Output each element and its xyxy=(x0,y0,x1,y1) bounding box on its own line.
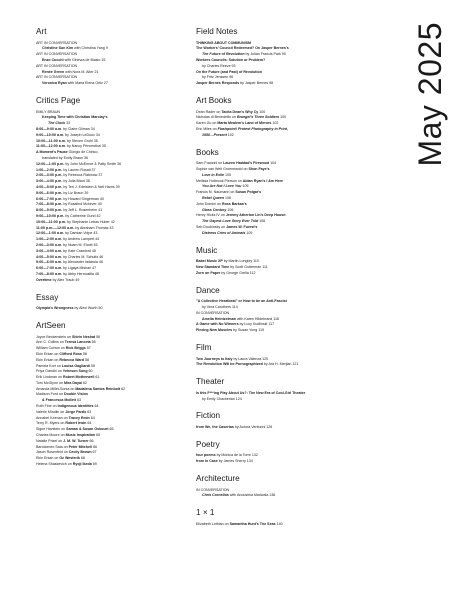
entry-title: 6:00—7:00 p.m. xyxy=(36,196,63,201)
entry-text: by Ligaya Mishan 47 xyxy=(62,266,97,271)
entry-text: 56 xyxy=(90,340,96,345)
entry-title: 9:00—10:00 p.m. xyxy=(36,213,65,218)
entry-text: Charles Moore on xyxy=(36,433,66,438)
section-heading: Art xyxy=(36,27,47,36)
entry-text: by Stephanie Lebas Huber 42 xyxy=(66,219,115,224)
section-heading: Music xyxy=(196,245,218,255)
entry-text: 64 xyxy=(89,415,95,420)
entry-text: Helena Shaskevich on xyxy=(36,462,73,467)
section-heading: Field Notes xyxy=(196,27,238,36)
entry-text: with Anoushka Mariwala 136 xyxy=(228,493,276,498)
entry-text: by John McEnroe & Patty Smith 36 xyxy=(64,161,122,166)
entry-title: 11:00 p.m.—12:00 a.m. xyxy=(36,225,75,230)
entry-text: 108 xyxy=(258,219,266,224)
entry-text: by Fritz Jenssén 96 xyxy=(202,75,234,80)
entry-title: Ryoji Ikeda xyxy=(72,462,92,467)
entry-title: Christine Sun Kim xyxy=(42,46,74,51)
toc-entry[interactable] xyxy=(196,81,366,87)
entry-text: by Lauren Rosati 37 xyxy=(62,167,96,172)
section-artseen xyxy=(36,322,186,468)
entry-title: 8:00—9:00 p.m. xyxy=(36,208,63,213)
toc-entry[interactable] xyxy=(196,328,366,334)
entry-text: 100 xyxy=(279,115,287,120)
entry-title: Cecily Brown xyxy=(68,450,92,455)
section-art-books xyxy=(196,97,366,139)
entry-text: by Ara H. Merjian 121 xyxy=(262,362,299,367)
entry-title: 11:00—12:00 a.m. xyxy=(36,144,66,149)
entry-title: Saman & Susan Oskouei xyxy=(66,427,109,432)
entry-text: 64 xyxy=(93,404,99,409)
entry-title: Double Vision xyxy=(63,392,88,397)
section-heading: Books xyxy=(196,147,219,157)
entry-text: 56 xyxy=(95,334,101,339)
toc-entry[interactable] xyxy=(196,397,366,403)
entry-title: Tracey Emin xyxy=(68,415,90,420)
toc-entry[interactable] xyxy=(36,81,186,87)
entry-title: 12:00—1:00 p.m. xyxy=(36,161,65,166)
entry-title: "A Collective Heartbeat" or How to be an Anti-Fascist xyxy=(196,299,287,304)
entry-title: Renée Green xyxy=(42,69,65,74)
toc-entry[interactable] xyxy=(196,133,366,139)
entry-text: 67 xyxy=(91,450,97,455)
entry-title: 4:00—5:00 p.m. xyxy=(36,184,63,189)
toc-entry[interactable] xyxy=(196,459,366,465)
entry-title: Ross Barkan's xyxy=(221,201,247,206)
entry-text: by Aurora Venturini 126 xyxy=(233,424,273,429)
entry-text: Jason Rosenfeld on xyxy=(36,450,69,455)
entry-title: from We, the Casertas xyxy=(196,424,234,429)
entry-text: by Rebecca Rabinow 37 xyxy=(62,173,103,178)
entry-title: Robert Irwin xyxy=(65,421,87,426)
entry-text: Nicholas di Benedetto on xyxy=(196,115,237,120)
entry-text: by Julian Francis Park 90 xyxy=(244,52,286,57)
entry-text: by George Grella 112 xyxy=(220,270,256,275)
entry-title: 8:00—9:00 a.m. xyxy=(36,126,63,131)
entry-title: 5:00—6:00 p.m. xyxy=(36,190,63,195)
entry-text: with Karen Hildebrand 116 xyxy=(235,316,280,321)
entry-text: by Jeff L. Rosenheim 41 xyxy=(62,208,103,213)
entry-text: IN CONVERSATION xyxy=(196,310,230,315)
entry-title: Jorge Pardo xyxy=(65,409,87,414)
entry-title: Keeping Time with Christian Marclay's xyxy=(42,115,108,120)
entry-text: Francis M. Naumann on xyxy=(196,190,236,195)
entry-title: 12:00—1:00 a.m. xyxy=(36,231,65,236)
entry-text: Ekin Erkan on xyxy=(36,456,60,461)
entry-text: Madison Ford on xyxy=(36,392,64,397)
entry-title: Marta Mealem's Land of Mirrors xyxy=(217,121,272,126)
entry-text: by Andrew Lampert 44 xyxy=(62,237,100,242)
entry-text: Signe Havstein on xyxy=(36,427,67,432)
entry-title: Babel Music XP xyxy=(196,259,223,264)
entry-title: The Revolution Will be Pornographized xyxy=(196,362,263,367)
entry-title: Lauren Haddad's Firewood xyxy=(223,161,270,166)
entry-title: 2:00—3:00 p.m. xyxy=(36,173,63,178)
section-heading: Architecture xyxy=(196,473,240,483)
section-heading: ArtSeen xyxy=(36,320,66,330)
entry-text: 64 xyxy=(86,421,92,426)
entry-text: 63 xyxy=(86,409,92,414)
entry-title: four poems xyxy=(196,453,216,458)
entry-text: by Catherine Gund 42 xyxy=(64,213,101,218)
entry-title: 1950—Present xyxy=(202,132,227,137)
entry-text: Dean Rader on xyxy=(196,109,222,114)
entry-text: Terry R. Myers on xyxy=(36,421,66,426)
entry-text: by Rosalind Mckever 40 xyxy=(62,202,102,207)
entry-text: by Vera Carothers 114 xyxy=(202,304,238,309)
section-heading: Critics Page xyxy=(36,95,81,105)
toc-entry[interactable] xyxy=(36,462,186,468)
entry-text: by Scott Gutterman 111 xyxy=(229,264,268,269)
entry-text: with Ginevra de Biasio 15 xyxy=(63,58,106,62)
entry-title: Amelia Heintzelman xyxy=(202,316,236,321)
section-heading: Art Books xyxy=(196,95,232,105)
entry-text: translated by Emily Braun 36 xyxy=(42,155,88,160)
entry-title: Distress Cries of Animals xyxy=(202,230,246,235)
entry-text: by Emily Chackerian 124 xyxy=(202,396,242,401)
entry-title: Shon Faye's xyxy=(248,166,270,171)
toc-entry[interactable] xyxy=(196,493,366,499)
entry-text: by Alexi Worth 50 xyxy=(73,306,103,311)
entry-title: Clifford Ross xyxy=(59,351,82,356)
entry-text: 102 xyxy=(271,121,279,126)
entry-text: Pamela Kort on xyxy=(36,363,62,368)
entry-text: by Noam M. Elcott 45 xyxy=(62,242,98,247)
entry-text: 68 xyxy=(79,456,85,461)
entry-text: 58 xyxy=(81,351,87,356)
entry-title: Enzo Cucchi xyxy=(42,58,64,62)
entry-text: 62 xyxy=(120,386,126,391)
entry-title: from In Case xyxy=(196,459,218,464)
entry-text: 105 xyxy=(223,172,231,177)
entry-title: & Francesca Mollett xyxy=(42,398,76,403)
entry-text: with Nora M. Alter 21 xyxy=(64,69,99,74)
entry-text: by Nancy Princenthal 35 xyxy=(65,144,106,149)
section-architecture xyxy=(196,475,366,499)
entry-title: 1:00—2:00 p.m. xyxy=(36,167,63,172)
entry-title: 9:00—10:00 a.m. xyxy=(36,132,65,137)
entry-text: 105 xyxy=(241,184,249,189)
left-column xyxy=(36,28,186,478)
toc-entry[interactable] xyxy=(196,231,366,237)
entry-text: Amanda Millet-Sorsa on xyxy=(36,386,76,391)
entry-text: Annabel Keenan on xyxy=(36,415,69,420)
entry-text: 69 xyxy=(91,462,97,467)
entry-title: Louisa Gagliardi xyxy=(61,363,90,368)
section-critics-page xyxy=(36,97,186,284)
entry-title: The Workers' Council Redeemed? On Jasper Bernes's xyxy=(196,46,289,51)
issue-title: May 2025 xyxy=(412,22,448,167)
entry-title: Workers Councils: Solution or Problem? xyxy=(196,58,266,62)
entry-title: 3:00—4:00 p.m. xyxy=(36,179,63,184)
entry-text: 61 xyxy=(94,375,100,380)
entry-text: by Susan Yung 119 xyxy=(232,328,264,333)
entry-text: by Charles Reeve 93 xyxy=(202,63,236,68)
section-essay xyxy=(36,294,186,312)
section-theater xyxy=(196,378,366,402)
entry-text: Bartolomeo Saia on xyxy=(36,444,69,449)
entry-text: by Joseph LeDoux 34 xyxy=(64,132,100,137)
entry-title: Flashpoint! Protest Photography in Print, xyxy=(217,126,288,131)
entry-title: Jasper Bernes Responds xyxy=(196,81,240,86)
entry-title: Shirin Neshat xyxy=(71,334,96,339)
entry-text: ART IN CONVERSATION xyxy=(36,63,78,68)
entry-title: 3:00—4:00 a.m. xyxy=(36,248,63,253)
entry-text: 104 xyxy=(269,161,277,166)
entry-text: Melissa Holbrook Pierson on xyxy=(196,178,243,183)
entry-text: 66 xyxy=(91,444,97,449)
entry-title: Veronica Ryan xyxy=(42,81,67,86)
entry-text: by Steven Grohl 35 xyxy=(65,138,98,143)
entry-title: Teresa Lanceta xyxy=(64,340,91,345)
entry-text: 66 xyxy=(88,438,94,443)
entry-text: 33 xyxy=(65,121,71,126)
entry-title: Robert Motherwell xyxy=(62,375,95,380)
entry-text: IN CONVERSATION xyxy=(196,487,230,492)
toc-entry[interactable] xyxy=(36,306,186,312)
entry-text: ART IN CONVERSATION xyxy=(36,52,78,57)
section-heading: Fiction xyxy=(196,411,221,421)
entry-title: Samantha Hunt's The Seas xyxy=(229,521,276,526)
entry-text: with Christina Yang 9 xyxy=(73,46,108,51)
section-heading: Film xyxy=(196,342,212,352)
entry-text: Sophie van Welt Groenewold on xyxy=(196,166,249,171)
entry-text: 59 xyxy=(89,363,95,368)
entry-title: 1:00—2:00 a.m. xyxy=(36,237,63,242)
entry-text: John Domini on xyxy=(196,201,222,206)
entry-text: Henry Hicks IV on xyxy=(196,213,226,218)
entry-text: Joyce Beckenstein on xyxy=(36,334,72,339)
entry-text: 102 xyxy=(226,132,234,137)
entry-title: J. M. W. Turner xyxy=(63,438,89,443)
entry-title: 7:00—8:00 p.m. xyxy=(36,202,63,207)
section-heading: Poetry xyxy=(196,439,220,449)
toc-entry[interactable] xyxy=(196,425,366,431)
entry-text: Ruth Fine on xyxy=(36,404,58,409)
section-heading: 1 × 1 xyxy=(196,508,215,518)
entry-text: 63 xyxy=(75,398,81,403)
entry-text: Giorgio de Chirico, xyxy=(67,150,99,155)
section-poetry xyxy=(196,441,366,465)
entry-text: Erik Lindman on xyxy=(36,375,63,380)
section-fiction xyxy=(196,412,366,430)
entry-text: by Liz Braun 39 xyxy=(62,190,89,195)
entry-text: 140 xyxy=(275,521,283,526)
entry-title: Jeremy Atherton Lin's Deep House: xyxy=(225,213,287,218)
entry-text: Priya Gandhi on xyxy=(36,369,63,374)
entry-title: 6:00—7:00 a.m. xyxy=(36,266,63,271)
middle-column xyxy=(196,28,366,538)
section-books xyxy=(196,149,366,237)
entry-text: Ann C. Collins on xyxy=(36,340,65,345)
entry-title: Oz Westerik xyxy=(59,456,80,461)
entry-text: ART IN CONVERSATION xyxy=(36,75,78,80)
entry-text: Valerie Mindlin on xyxy=(36,409,66,414)
entry-title: Peter Mitchell xyxy=(68,444,92,449)
entry-text: by Laura Valenza 120 xyxy=(232,356,269,361)
toc-entry[interactable] xyxy=(196,271,366,277)
toc-entry[interactable] xyxy=(196,522,366,528)
entry-title: Rebel Queen xyxy=(202,195,224,200)
toc-entry[interactable] xyxy=(36,278,186,284)
entry-title: A Moment's Pause xyxy=(36,150,68,155)
entry-text: Seb Doubinsky on xyxy=(196,224,227,229)
entry-title: A Game with No Winners xyxy=(196,322,239,327)
entry-text: Natalie Prizel on xyxy=(36,438,64,443)
entry-text: by Charles M. Schultz 46 xyxy=(62,254,104,259)
section-1-1 xyxy=(196,509,366,527)
entry-text: 109 xyxy=(245,230,253,235)
entry-text: 106 xyxy=(226,207,234,212)
section-art xyxy=(36,28,186,87)
entry-title: Bruegel's Three Soldiers xyxy=(236,115,280,120)
entry-title: Rick Briggs xyxy=(65,346,86,351)
entry-title: Flexing New Muscles xyxy=(196,328,233,333)
section-film xyxy=(196,344,366,368)
entry-title: 2:00—3:00 a.m. xyxy=(36,242,63,247)
entry-title: Is this F***ing Play About Us?: The New Era of Cool-Girl Theater xyxy=(196,390,306,395)
entry-title: Susan Polgar's xyxy=(235,190,262,195)
entry-text: ART IN CONVERSATION xyxy=(36,40,78,45)
entry-text: by Kate Crawford 45 xyxy=(62,248,96,253)
entry-text: 58 xyxy=(84,357,90,362)
entry-text: 100 xyxy=(258,109,266,114)
entry-title: Two Journeys to Italy xyxy=(196,356,233,361)
entry-text: 65 xyxy=(108,427,114,432)
entry-text: Ekin Erkan on xyxy=(36,357,60,362)
entry-text: by Teri J. Edelstein & Neil Harris 39 xyxy=(62,184,120,189)
entry-title: Overtime xyxy=(36,277,52,282)
entry-title: 7:00—8:00 a.m. xyxy=(36,271,63,276)
entry-text: Karen Gu on xyxy=(196,121,218,126)
entry-text: 106 xyxy=(223,195,231,200)
entry-title: The Gayest Love Story Ever Told xyxy=(202,219,259,224)
entry-title: Music Inspiration xyxy=(65,433,96,438)
entry-title: The Clock xyxy=(48,121,66,126)
entry-text: with Maria Elena Ortiz 27 xyxy=(66,81,108,86)
entry-text: by Lucy Kudlinski 117 xyxy=(238,322,275,327)
entry-title: THINKING ABOUT COMMUNISM xyxy=(196,40,251,45)
entry-text: William Corwin on xyxy=(36,346,66,351)
section-field-notes xyxy=(196,28,366,87)
entry-text: 60 xyxy=(87,369,93,374)
entry-title: 4:00—5:00 a.m. xyxy=(36,254,63,259)
entry-title: Olympia's Wrongness xyxy=(36,306,74,311)
section-heading: Essay xyxy=(36,292,59,302)
entry-title: Madalena Santos Reinbolt xyxy=(75,386,121,391)
entry-text: EMILY BRAUN xyxy=(36,109,61,114)
entry-text: Sam Franzini on xyxy=(196,161,224,166)
entry-text: by James Sherry 134 xyxy=(217,459,253,464)
entry-text: by Jasper Bernes 98 xyxy=(239,81,274,86)
entry-text: Eric Miles on xyxy=(196,126,218,131)
entry-title: Chris Cornelius xyxy=(202,493,229,498)
entry-title: 5:00—6:00 a.m. xyxy=(36,260,63,265)
entry-text: Tom McGlynn on xyxy=(36,380,64,385)
entry-title: New Standard Time xyxy=(196,264,230,269)
section-dance xyxy=(196,287,366,334)
entry-text: by Damian Volpe 43 xyxy=(64,231,98,236)
section-heading: Dance xyxy=(196,285,220,295)
toc-entry[interactable] xyxy=(196,362,366,368)
section-heading: Theater xyxy=(196,377,225,387)
entry-text: by Claire Gilman 34 xyxy=(62,126,95,131)
entry-text: by Alex Traub 49 xyxy=(51,277,80,282)
entry-text: by Martin Longley 110 xyxy=(222,259,259,264)
entry-text: 62 xyxy=(81,380,87,385)
entry-title: Zorn on Paper xyxy=(196,270,221,275)
entry-text: Ekin Erkan on xyxy=(36,351,60,356)
entry-text: 57 xyxy=(85,346,91,351)
entry-title: Tacita Dean's Why Cy xyxy=(221,109,259,114)
entry-title: Yeheson Song xyxy=(62,369,88,374)
entry-title: On the Future (and Past) of Revolution xyxy=(196,69,262,74)
entry-title: 10:00—11:00 p.m. xyxy=(36,219,67,224)
entry-title: James W. Fuerst's xyxy=(226,224,258,229)
entry-text: by Abraham Thomas 43 xyxy=(74,225,114,230)
entry-text: by Abby Hermosilla 48 xyxy=(62,271,99,276)
entry-text: by Mónica de la Torre 132 xyxy=(215,453,258,458)
entry-text: 65 xyxy=(95,433,101,438)
entry-text: Elizabeth Lothian on xyxy=(196,521,230,526)
entry-title: Rebecca Ward xyxy=(59,357,85,362)
entry-text: by Julia Blaut 38 xyxy=(62,179,90,184)
entry-title: Glass Century xyxy=(202,207,227,212)
entry-text: by Howard Singerman 40 xyxy=(62,196,104,201)
entry-title: 10:00—11:00 a.m. xyxy=(36,138,66,143)
entry-title: Indigenous Identities xyxy=(57,404,94,409)
entry-title: Aidan Ryan's I Am Here xyxy=(242,178,284,183)
entry-title: Love in Exile xyxy=(202,172,224,177)
section-music xyxy=(196,247,366,277)
entry-title: The Future of Revolution xyxy=(202,52,245,57)
entry-title: Mira Dayal xyxy=(63,380,82,385)
entry-text: by Alexander Iadarola 46 xyxy=(62,260,103,265)
entry-title: You Are Not I Love You xyxy=(202,184,242,189)
